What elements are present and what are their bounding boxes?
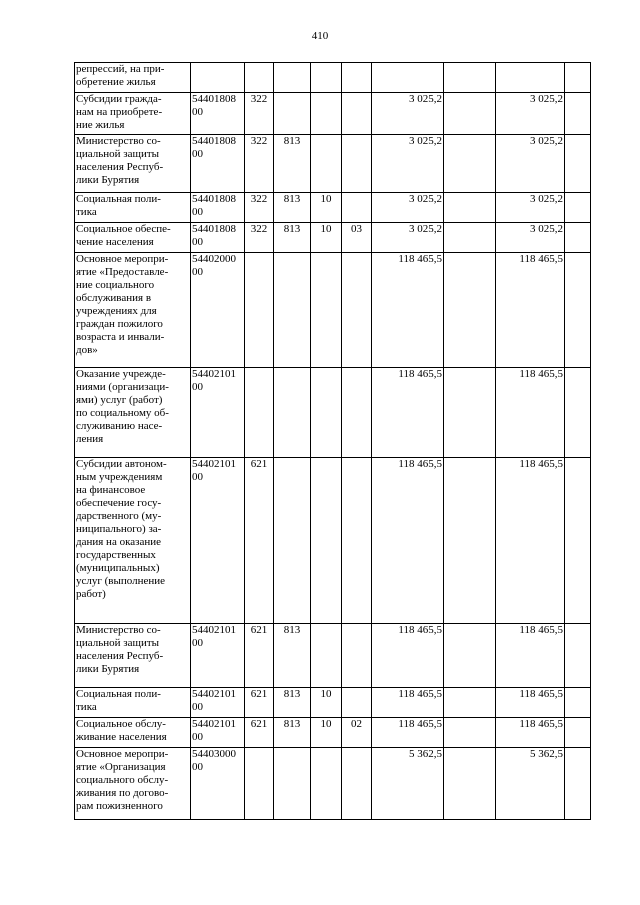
expense-type-cell	[245, 135, 274, 193]
expense-type-cell	[245, 93, 274, 135]
item-name-cell-text: Социальное обеспе- чение населения	[76, 223, 171, 248]
target-code-cell	[191, 718, 245, 748]
amount-cell	[372, 368, 444, 458]
item-name-cell	[75, 63, 191, 93]
expense-type-cell	[245, 368, 274, 458]
department-cell-text: 813	[283, 718, 301, 730]
amount-cell-text: 3 025,2	[409, 93, 442, 105]
item-name-cell-text: репрессий, на при- обретение жилья	[76, 63, 165, 88]
amount-cell	[496, 63, 565, 93]
item-name-cell-text: Основное меропри- ятие «Организация социального обслу- живания по догово- рам пожизненного	[76, 748, 169, 812]
amount-cell-text: 3 025,2	[409, 223, 442, 235]
subsection-cell	[342, 223, 372, 253]
amount-cell	[496, 253, 565, 368]
amount-cell-text: 5 362,5	[409, 748, 442, 760]
item-name-cell	[75, 718, 191, 748]
amount-cell-text: 3 025,2	[530, 223, 563, 235]
expense-type-cell	[245, 223, 274, 253]
amount-cell-text: 118 465,5	[398, 624, 442, 636]
amount-cell	[496, 718, 565, 748]
item-name-cell-text: Субсидии автоном- ным учреждениям на финансовое обеспечение госу- дарственного (му- ниципального) за- дания на оказание государственных (муниципальных) услуг (выполнение работ)	[76, 458, 167, 600]
department-cell	[274, 624, 311, 688]
target-code-cell-text: 54402101 00	[192, 688, 236, 713]
target-code-cell	[191, 63, 245, 93]
table-row	[75, 135, 591, 193]
item-name-cell-text: Субсидии гражда- нам на приобрете- ние жилья	[76, 93, 163, 131]
expense-type-cell-text: 322	[250, 193, 268, 205]
department-cell	[274, 253, 311, 368]
amount-cell	[496, 93, 565, 135]
amount-cell	[565, 368, 591, 458]
amount-cell	[565, 748, 591, 820]
target-code-cell	[191, 135, 245, 193]
item-name-cell	[75, 458, 191, 624]
amount-cell	[444, 748, 496, 820]
section-cell-text: 10	[320, 193, 332, 205]
section-cell	[311, 624, 342, 688]
department-cell	[274, 748, 311, 820]
section-cell	[311, 223, 342, 253]
amount-cell-text: 118 465,5	[519, 458, 563, 470]
amount-cell	[496, 368, 565, 458]
table-row	[75, 63, 591, 93]
department-cell-text: 813	[283, 624, 301, 636]
page-number: 410	[311, 30, 329, 42]
table-row	[75, 458, 591, 624]
expense-type-cell-text: 621	[250, 458, 268, 470]
amount-cell	[565, 253, 591, 368]
amount-cell	[444, 458, 496, 624]
target-code-cell	[191, 458, 245, 624]
department-cell-text: 813	[283, 193, 301, 205]
item-name-cell	[75, 135, 191, 193]
amount-cell	[444, 193, 496, 223]
item-name-cell-text: Министерство со- циальной защиты населения Респуб- лики Бурятия	[76, 624, 164, 675]
amount-cell	[565, 193, 591, 223]
subsection-cell	[342, 193, 372, 223]
expense-type-cell	[245, 748, 274, 820]
target-code-cell	[191, 748, 245, 820]
budget-table	[74, 62, 591, 820]
department-cell-text: 813	[283, 135, 301, 147]
section-cell-text: 10	[320, 718, 332, 730]
amount-cell-text: 118 465,5	[398, 688, 442, 700]
target-code-cell-text: 54402000 00	[192, 253, 236, 278]
amount-cell	[496, 223, 565, 253]
department-cell	[274, 93, 311, 135]
amount-cell	[372, 193, 444, 223]
target-code-cell	[191, 93, 245, 135]
amount-cell	[496, 135, 565, 193]
expense-type-cell	[245, 688, 274, 718]
target-code-cell-text: 54401808 00	[192, 93, 236, 118]
amount-cell	[372, 458, 444, 624]
amount-cell	[372, 688, 444, 718]
amount-cell-text: 118 465,5	[398, 718, 442, 730]
subsection-cell-text: 02	[351, 718, 362, 730]
table-row	[75, 688, 591, 718]
target-code-cell	[191, 368, 245, 458]
table-row	[75, 624, 591, 688]
amount-cell	[565, 223, 591, 253]
amount-cell	[444, 223, 496, 253]
target-code-cell-text: 54401808 00	[192, 223, 236, 248]
amount-cell	[565, 718, 591, 748]
section-cell	[311, 193, 342, 223]
amount-cell-text: 3 025,2	[530, 193, 563, 205]
expense-type-cell	[245, 193, 274, 223]
amount-cell	[444, 93, 496, 135]
department-cell-text: 813	[283, 688, 301, 700]
subsection-cell	[342, 688, 372, 718]
amount-cell	[565, 93, 591, 135]
department-cell	[274, 193, 311, 223]
amount-cell	[444, 253, 496, 368]
target-code-cell-text: 54402101 00	[192, 458, 236, 483]
amount-cell	[496, 624, 565, 688]
subsection-cell	[342, 624, 372, 688]
section-cell-text: 10	[320, 223, 332, 235]
subsection-cell	[342, 135, 372, 193]
item-name-cell	[75, 193, 191, 223]
section-cell	[311, 368, 342, 458]
expense-type-cell-text: 621	[250, 688, 268, 700]
amount-cell	[444, 624, 496, 688]
section-cell	[311, 748, 342, 820]
department-cell	[274, 135, 311, 193]
item-name-cell-text: Социальное обслу- живание населения	[76, 718, 167, 743]
amount-cell-text: 3 025,2	[409, 193, 442, 205]
section-cell	[311, 688, 342, 718]
expense-type-cell	[245, 63, 274, 93]
section-cell	[311, 718, 342, 748]
amount-cell	[444, 63, 496, 93]
amount-cell	[565, 458, 591, 624]
table-row	[75, 253, 591, 368]
amount-cell	[565, 624, 591, 688]
section-cell	[311, 93, 342, 135]
target-code-cell-text: 54403000 00	[192, 748, 236, 773]
item-name-cell-text: Основное меропри- ятие «Предоставле- ние социального обслуживания в учреждениях для граждан пожилого возраста и инвали- дов»	[76, 253, 169, 356]
item-name-cell-text: Социальная поли- тика	[76, 688, 161, 713]
amount-cell-text: 118 465,5	[519, 688, 563, 700]
subsection-cell	[342, 368, 372, 458]
section-cell	[311, 253, 342, 368]
department-cell	[274, 718, 311, 748]
subsection-cell	[342, 253, 372, 368]
expense-type-cell	[245, 253, 274, 368]
amount-cell-text: 118 465,5	[519, 624, 563, 636]
expense-type-cell-text: 322	[250, 135, 268, 147]
expense-type-cell-text: 322	[250, 223, 268, 235]
item-name-cell	[75, 368, 191, 458]
target-code-cell	[191, 253, 245, 368]
amount-cell	[496, 688, 565, 718]
item-name-cell	[75, 253, 191, 368]
amount-cell	[444, 368, 496, 458]
item-name-cell	[75, 688, 191, 718]
expense-type-cell	[245, 718, 274, 748]
subsection-cell-text: 03	[351, 223, 362, 235]
department-cell	[274, 368, 311, 458]
expense-type-cell-text: 322	[250, 93, 268, 105]
section-cell-text: 10	[320, 688, 332, 700]
target-code-cell-text: 54401808 00	[192, 135, 236, 160]
amount-cell	[496, 458, 565, 624]
amount-cell	[565, 135, 591, 193]
target-code-cell	[191, 223, 245, 253]
item-name-cell-text: Оказание учрежде- ниями (организаци- ями) услуг (работ) по социальному об- служиванию насе- ления	[76, 368, 169, 445]
subsection-cell	[342, 63, 372, 93]
expense-type-cell-text: 621	[250, 718, 268, 730]
item-name-cell	[75, 748, 191, 820]
target-code-cell-text: 54402101 00	[192, 624, 236, 649]
subsection-cell	[342, 718, 372, 748]
department-cell	[274, 688, 311, 718]
amount-cell	[496, 193, 565, 223]
item-name-cell-text: Социальная поли- тика	[76, 193, 161, 218]
target-code-cell	[191, 688, 245, 718]
section-cell	[311, 135, 342, 193]
table-row	[75, 368, 591, 458]
target-code-cell-text: 54401808 00	[192, 193, 236, 218]
amount-cell	[444, 135, 496, 193]
target-code-cell	[191, 193, 245, 223]
amount-cell	[444, 688, 496, 718]
table-row	[75, 193, 591, 223]
item-name-cell-text: Министерство со- циальной защиты населения Респуб- лики Бурятия	[76, 135, 164, 186]
item-name-cell	[75, 624, 191, 688]
item-name-cell	[75, 223, 191, 253]
table-row	[75, 718, 591, 748]
subsection-cell	[342, 458, 372, 624]
amount-cell	[372, 718, 444, 748]
department-cell	[274, 223, 311, 253]
target-code-cell-text: 54402101 00	[192, 368, 236, 393]
amount-cell-text: 118 465,5	[398, 253, 442, 265]
department-cell-text: 813	[283, 223, 301, 235]
subsection-cell	[342, 93, 372, 135]
table-row	[75, 748, 591, 820]
amount-cell	[372, 624, 444, 688]
amount-cell	[565, 688, 591, 718]
expense-type-cell	[245, 624, 274, 688]
amount-cell	[372, 135, 444, 193]
target-code-cell-text: 54402101 00	[192, 718, 236, 743]
table-row	[75, 223, 591, 253]
section-cell	[311, 458, 342, 624]
amount-cell	[565, 63, 591, 93]
department-cell	[274, 458, 311, 624]
amount-cell	[372, 253, 444, 368]
section-cell	[311, 63, 342, 93]
item-name-cell	[75, 93, 191, 135]
amount-cell	[444, 718, 496, 748]
amount-cell-text: 3 025,2	[530, 93, 563, 105]
expense-type-cell	[245, 458, 274, 624]
subsection-cell	[342, 748, 372, 820]
amount-cell-text: 118 465,5	[519, 718, 563, 730]
expense-type-cell-text: 621	[250, 624, 268, 636]
amount-cell	[496, 748, 565, 820]
amount-cell-text: 118 465,5	[519, 253, 563, 265]
amount-cell-text: 3 025,2	[409, 135, 442, 147]
amount-cell	[372, 63, 444, 93]
amount-cell-text: 118 465,5	[398, 458, 442, 470]
department-cell	[274, 63, 311, 93]
amount-cell-text: 118 465,5	[398, 368, 442, 380]
amount-cell	[372, 93, 444, 135]
amount-cell	[372, 748, 444, 820]
amount-cell-text: 5 362,5	[530, 748, 563, 760]
amount-cell-text: 118 465,5	[519, 368, 563, 380]
amount-cell	[372, 223, 444, 253]
amount-cell-text: 3 025,2	[530, 135, 563, 147]
budget-table-body	[75, 63, 591, 820]
target-code-cell	[191, 624, 245, 688]
table-row	[75, 93, 591, 135]
